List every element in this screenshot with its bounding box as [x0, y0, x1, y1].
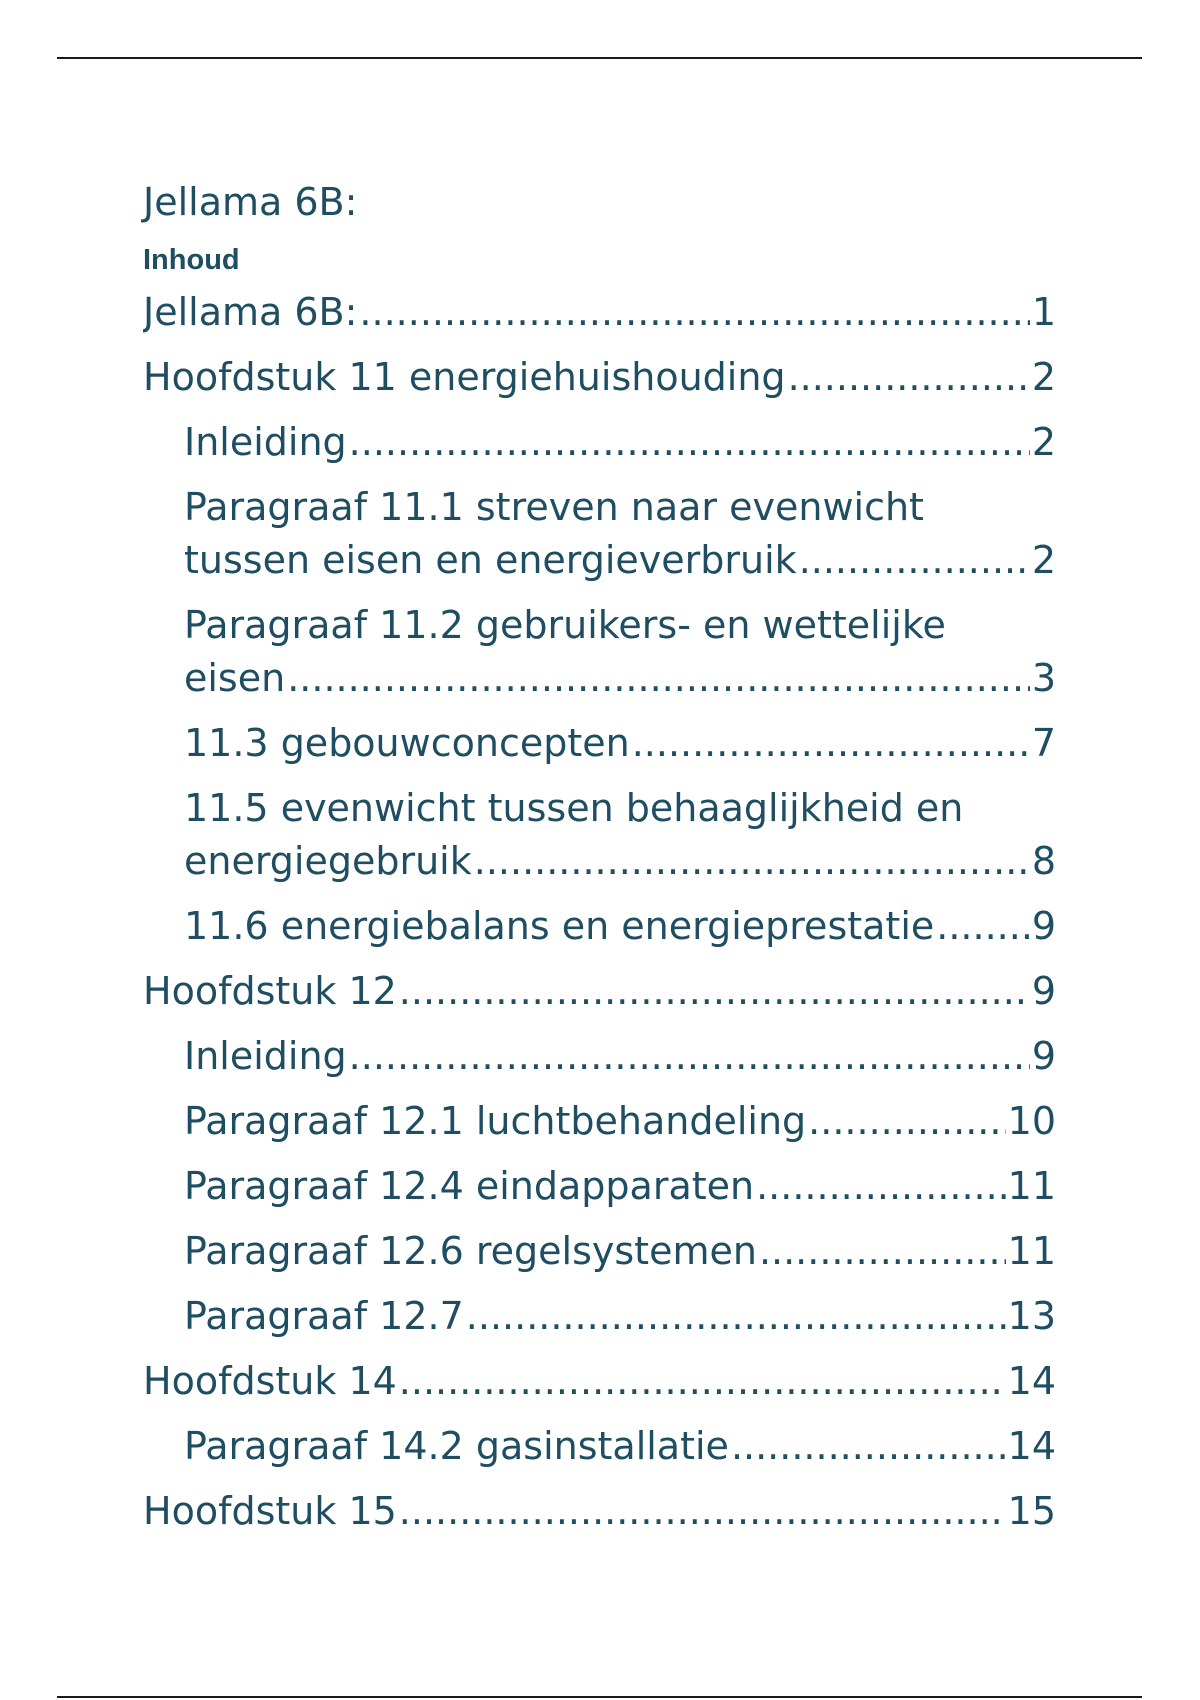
toc-page-number: 14	[1007, 1359, 1056, 1403]
toc-page-number: 13	[1007, 1294, 1056, 1338]
toc-entry[interactable]	[143, 351, 1056, 404]
toc-entry[interactable]	[143, 481, 1056, 587]
toc-heading: Inhoud	[143, 244, 240, 276]
toc-entry-line	[184, 1160, 1056, 1213]
toc-entry-text: Paragraaf 12.6 regelsystemen	[184, 1229, 757, 1273]
toc-entry-text: Inleiding	[184, 1034, 347, 1078]
toc-entry[interactable]	[143, 1290, 1056, 1343]
toc-dot-leader	[287, 652, 1030, 705]
toc-entry-line	[184, 416, 1056, 469]
toc-entry-text: Paragraaf 14.2 gasinstallatie	[184, 1424, 729, 1468]
document-title: Jellama 6B:	[143, 180, 358, 224]
toc-entry-line	[184, 1030, 1056, 1083]
toc-page-number: 1	[1031, 290, 1056, 334]
toc-entry-line	[184, 1420, 1056, 1473]
toc-entry-line	[143, 965, 1056, 1018]
toc-page-number: 11	[1007, 1229, 1056, 1273]
toc-dot-leader	[756, 1160, 1006, 1213]
toc-entry-text: Hoofdstuk 15	[143, 1489, 397, 1533]
table-of-contents	[143, 286, 1056, 1538]
toc-entry-text: energiegebruik	[184, 839, 472, 883]
toc-entry-text: Inleiding	[184, 420, 347, 464]
toc-entry-line	[184, 717, 1056, 770]
toc-entry-line	[143, 286, 1056, 339]
toc-dot-leader	[349, 1030, 1030, 1083]
toc-dot-leader	[788, 351, 1030, 404]
toc-page-number: 8	[1031, 839, 1056, 883]
toc-entry-line	[184, 1095, 1056, 1148]
toc-page-number: 2	[1031, 355, 1056, 399]
toc-entry[interactable]	[143, 717, 1056, 770]
toc-entry-line	[184, 1225, 1056, 1278]
toc-dot-leader	[349, 416, 1030, 469]
header-rule	[57, 57, 1142, 59]
toc-dot-leader	[936, 900, 1030, 953]
toc-dot-leader	[759, 1225, 1006, 1278]
toc-entry-text: tussen eisen en energieverbruik	[184, 538, 797, 582]
toc-entry[interactable]	[143, 1030, 1056, 1083]
toc-entry-text: Hoofdstuk 14	[143, 1359, 397, 1403]
toc-entry-text: 11.3 gebouwconcepten	[184, 721, 630, 765]
toc-entry-text: Hoofdstuk 11 energiehuishouding	[143, 355, 786, 399]
toc-entry-line	[184, 652, 1056, 705]
toc-entry-text: 11.6 energiebalans en energieprestatie	[184, 904, 935, 948]
toc-entry[interactable]	[143, 1420, 1056, 1473]
toc-dot-leader	[731, 1420, 1006, 1473]
toc-dot-leader	[399, 1485, 1006, 1538]
toc-entry[interactable]	[143, 1095, 1056, 1148]
toc-page-number: 11	[1007, 1164, 1056, 1208]
toc-entry[interactable]	[143, 965, 1056, 1018]
toc-entry[interactable]	[143, 1485, 1056, 1538]
toc-page-number: 9	[1031, 904, 1056, 948]
footer-rule	[57, 1696, 1142, 1698]
toc-entry-text-line1: Paragraaf 11.2 gebruikers- en wettelijke	[184, 603, 946, 647]
toc-page-number: 2	[1031, 420, 1056, 464]
toc-entry-text: Hoofdstuk 12	[143, 969, 397, 1013]
toc-entry-line	[143, 1355, 1056, 1408]
toc-entry[interactable]	[143, 782, 1056, 888]
toc-entry-text-line1: Paragraaf 11.1 streven naar evenwicht	[184, 485, 924, 529]
toc-dot-leader	[359, 286, 1029, 339]
toc-page-number: 15	[1007, 1489, 1056, 1533]
toc-dot-leader	[632, 717, 1030, 770]
toc-page-number: 9	[1031, 1034, 1056, 1078]
toc-entry-line	[143, 1485, 1056, 1538]
toc-entry-line	[184, 900, 1056, 953]
toc-entry-text: Paragraaf 12.4 eindapparaten	[184, 1164, 755, 1208]
toc-entry-text: Paragraaf 12.7	[184, 1294, 464, 1338]
toc-entry-line	[143, 351, 1056, 404]
toc-entry[interactable]	[143, 599, 1056, 705]
toc-dot-leader	[466, 1290, 1006, 1343]
toc-entry-line	[184, 534, 1056, 587]
toc-entry[interactable]	[143, 286, 1056, 339]
toc-dot-leader	[799, 534, 1030, 587]
toc-dot-leader	[474, 835, 1030, 888]
toc-entry-line	[184, 835, 1056, 888]
toc-page-number: 3	[1031, 656, 1056, 700]
toc-entry-text-line1: 11.5 evenwicht tussen behaaglijkheid en	[184, 786, 964, 830]
toc-entry[interactable]	[143, 1355, 1056, 1408]
toc-dot-leader	[399, 965, 1030, 1018]
toc-page-number: 9	[1031, 969, 1056, 1013]
toc-entry-text: Paragraaf 12.1 luchtbehandeling	[184, 1099, 807, 1143]
page-content	[143, 172, 1056, 1550]
toc-entry[interactable]	[143, 900, 1056, 953]
toc-dot-leader	[399, 1355, 1006, 1408]
toc-entry[interactable]	[143, 1160, 1056, 1213]
toc-page-number: 14	[1007, 1424, 1056, 1468]
toc-entry[interactable]	[143, 1225, 1056, 1278]
toc-dot-leader	[808, 1095, 1005, 1148]
toc-entry-line	[184, 1290, 1056, 1343]
toc-page-number: 7	[1031, 721, 1056, 765]
toc-entry-text: Jellama 6B:	[143, 290, 358, 334]
toc-entry[interactable]	[143, 416, 1056, 469]
toc-page-number: 10	[1007, 1099, 1056, 1143]
toc-entry-text: eisen	[184, 656, 286, 700]
toc-page-number: 2	[1031, 538, 1056, 582]
